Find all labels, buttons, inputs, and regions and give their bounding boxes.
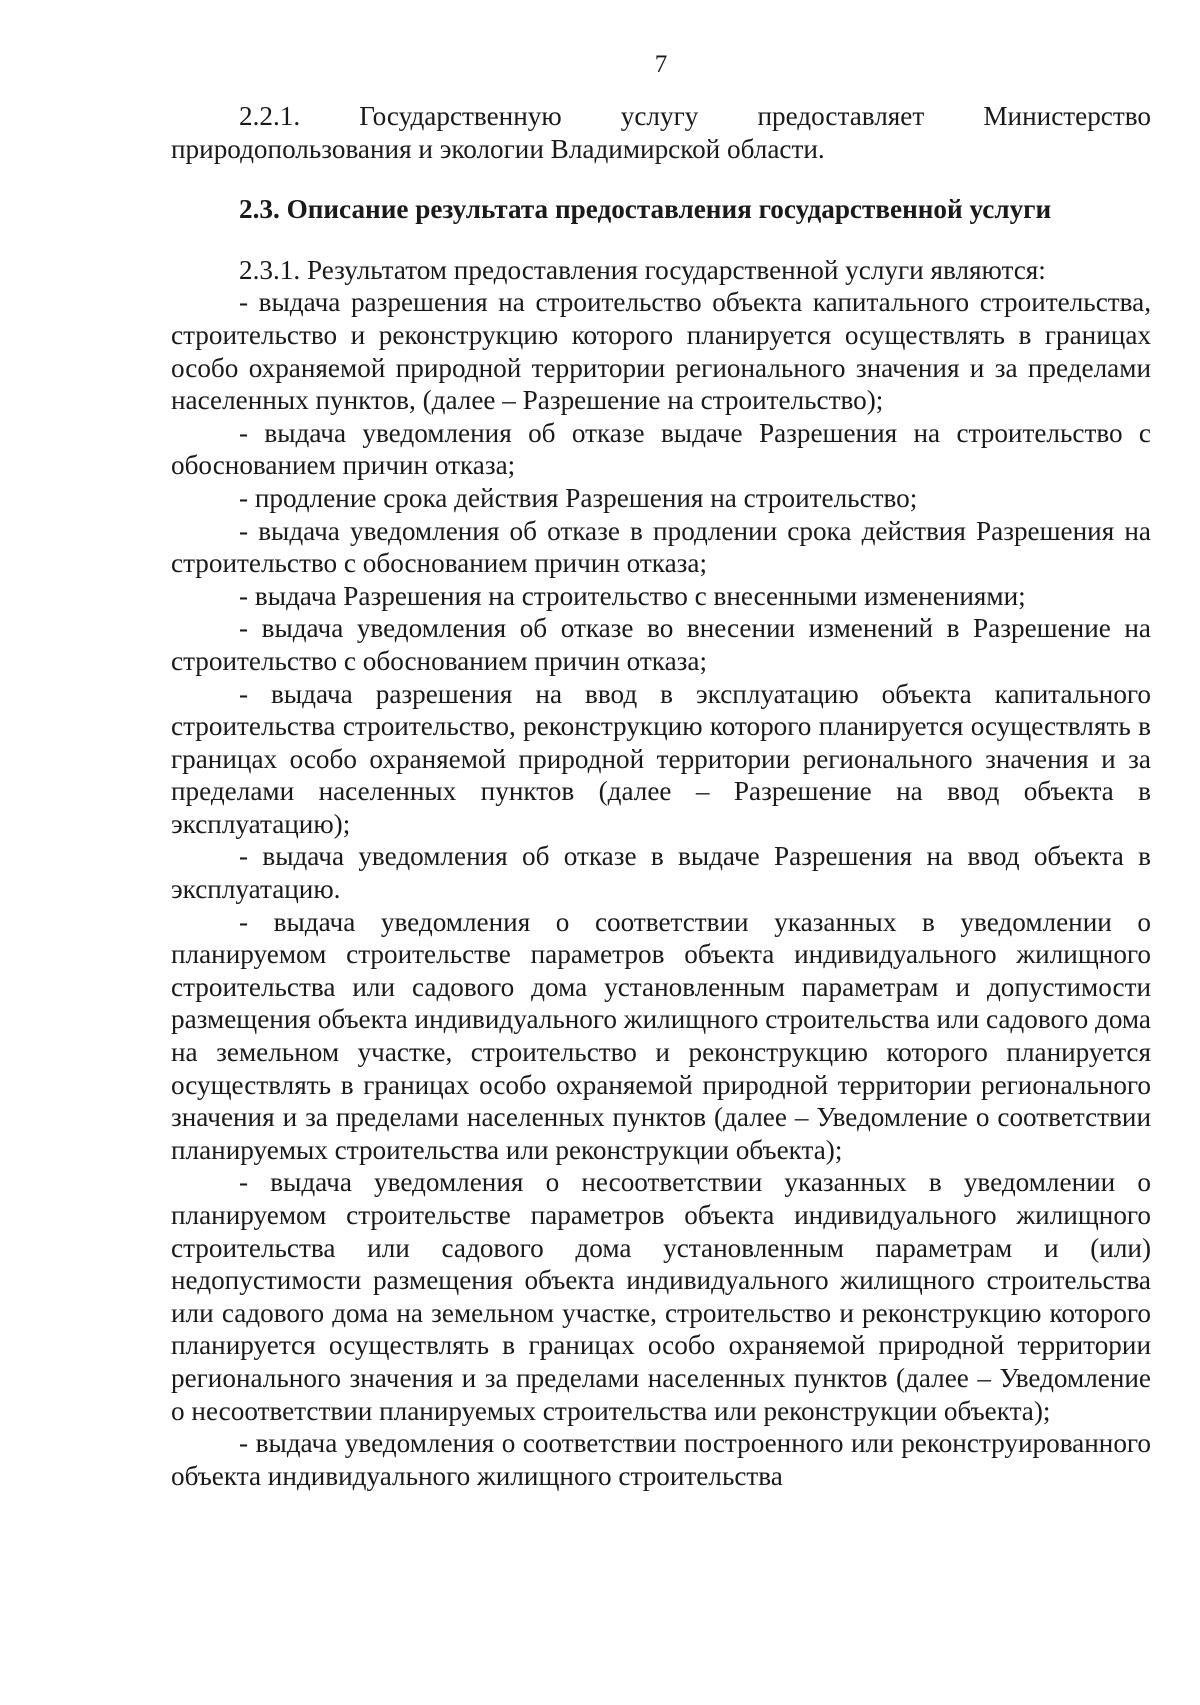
paragraph-2-2-1: 2.2.1. Государственную услугу предоставляет Министерство природопользования и экологии Владимирской области. [171, 101, 1151, 164]
list-item: - выдача уведомления о несоответствии указанных в уведомлении о планируемом строительстве параметров объекта индивидуального жилищного строительства или садового дома установленным параметрам и (или) недопустимости размещения объекта индивидуального жилищного строительства или садового дома на земельном участке, строительство и реконструкцию которого планируется осуществлять в границах особо охраняемой природной территории регионального значения и за пределами населенных пунктов (далее – Уведомление о несоответствии планируемых строительства или реконструкции объекта); [171, 1167, 1151, 1426]
list-item: - выдача уведомления о соответствии указанных в уведомлении о планируемом строительстве параметров объекта индивидуального жилищного строительства или садового дома установленным параметрам и допустимости размещения объекта индивидуального жилищного строительства или садового дома на земельном участке, строительство и реконструкцию которого планируется осуществлять в границах особо охраняемой природной территории регионального значения и за пределами населенных пунктов (далее – Уведомление о соответствии планируемых строительства или реконструкции объекта); [171, 906, 1151, 1165]
list-item: - выдача разрешения на строительство объекта капитального строительства, строительство и реконструкцию которого планируется осуществлять в границах особо охраняемой природной территории регионального значения и за пределами населенных пунктов, (далее – Разрешение на строительство); [171, 287, 1151, 416]
list-item: - продление срока действия Разрешения на строительство; [239, 482, 918, 513]
paragraph-2-3-1: 2.3.1. Результатом предоставления государственной услуги являются: [239, 254, 1046, 285]
list-item: - выдача уведомления об отказе выдаче Разрешения на строительство с обоснованием причин отказа; [171, 417, 1151, 481]
page-number: 7 [654, 51, 668, 78]
list-item: - выдача уведомления об отказе в продлении срока действия Разрешения на строительство с обоснованием причин отказа; [171, 515, 1151, 579]
section-heading: 2.3. Описание результата предоставления государственной услуги [239, 194, 1052, 225]
document-page [171, 50, 1151, 1492]
list-item: - выдача Разрешения на строительство с внесенными изменениями; [239, 580, 1026, 611]
list-item: - выдача уведомления о соответствии построенного или реконструированного объекта индивидуального жилищного строительства [171, 1428, 1151, 1491]
list-item: - выдача разрешения на ввод в эксплуатацию объекта капитального строительства строительство, реконструкцию которого планируется осуществлять в границах особо охраняемой природной территории регионального значения и за пределами населенных пунктов (далее – Разрешение на ввод объекта в эксплуатацию); [171, 678, 1151, 839]
list-item: - выдача уведомления об отказе в выдаче Разрешения на ввод объекта в эксплуатацию. [171, 841, 1151, 905]
list-item: - выдача уведомления об отказе во внесении изменений в Разрешение на строительство с обоснованием причин отказа; [171, 613, 1151, 676]
